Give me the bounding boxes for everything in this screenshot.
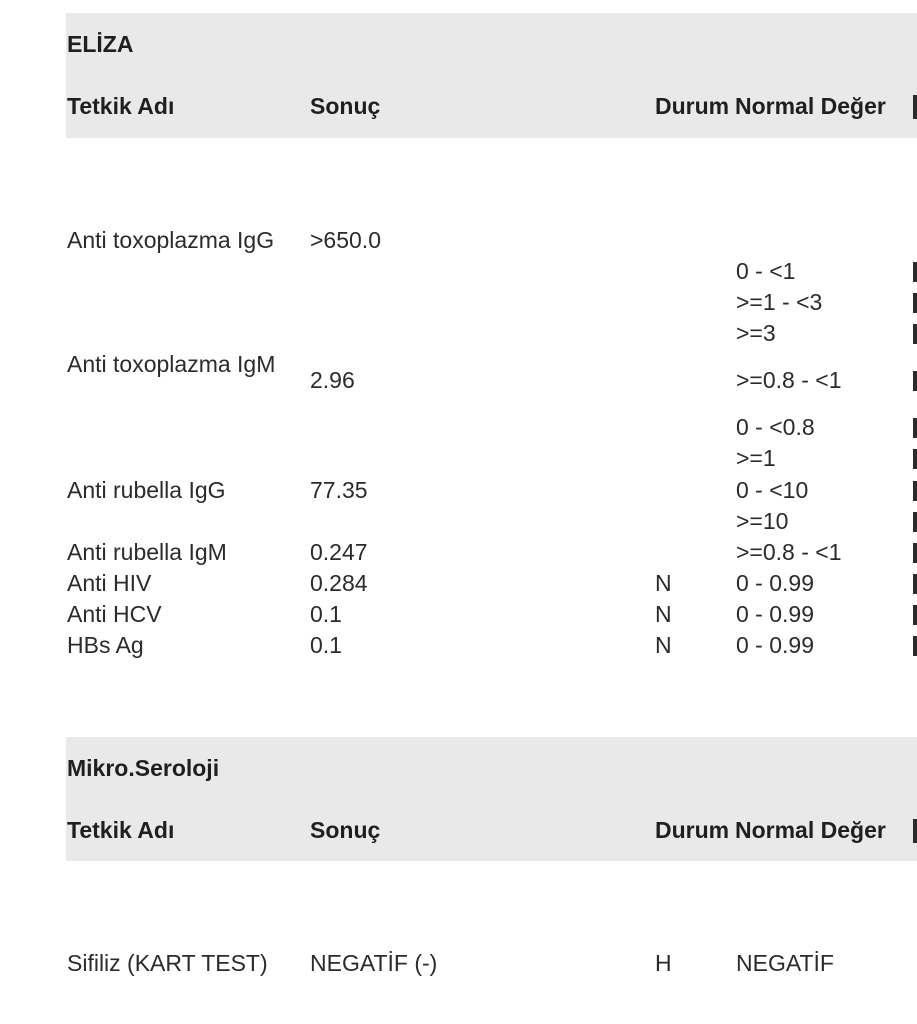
clipped-cell [913,371,917,391]
row-result-sifiliz: NEGATİF (-) [310,950,438,976]
row-range-toxo-igm-3: >=1 [736,445,776,471]
row-range-rubella-igg-2: >=10 [736,508,789,534]
clipped-cell [913,481,917,501]
column-header-normal: Normal Değer [735,93,886,119]
row-range-toxo-igg-1: 0 - <1 [736,258,796,284]
section-title-mikro: Mikro.Seroloji [67,755,220,781]
row-result-hcv: 0.1 [310,601,342,627]
row-status-hbs: N [655,632,672,658]
clipped-cell [913,636,917,656]
column-header-status: Durum [655,817,730,843]
row-name-rubella-igg: Anti rubella IgG [67,477,226,503]
row-name-rubella-igm: Anti rubella IgM [67,539,227,565]
section-title-eliza: ELİZA [67,31,134,57]
clipped-cell [913,262,917,282]
row-normal-hcv: 0 - 0.99 [736,601,814,627]
mikro-header-panel [66,737,917,861]
row-normal-sifiliz: NEGATİF [736,950,834,976]
clipped-cell [913,293,917,313]
row-range-toxo-igm-2: 0 - <0.8 [736,414,815,440]
row-name-hcv: Anti HCV [67,601,162,627]
row-result-hiv: 0.284 [310,570,368,596]
clipped-cell [913,418,917,438]
row-result-rubella-igm: 0.247 [310,539,368,565]
row-normal-hiv: 0 - 0.99 [736,570,814,596]
clipped-column-header [913,819,917,843]
row-result-hbs: 0.1 [310,632,342,658]
row-status-sifiliz: H [655,950,672,976]
row-range-toxo-igm-1: >=0.8 - <1 [736,367,842,393]
row-range-rubella-igm-1: >=0.8 - <1 [736,539,842,565]
row-result-rubella-igg: 77.35 [310,477,368,503]
column-header-name: Tetkik Adı [67,93,175,119]
clipped-cell [913,449,917,469]
row-name-hbs: HBs Ag [67,632,144,658]
column-header-name: Tetkik Adı [67,817,175,843]
row-status-hcv: N [655,601,672,627]
row-normal-hbs: 0 - 0.99 [736,632,814,658]
row-name-toxo-igm: Anti toxoplazma IgM [67,351,276,377]
clipped-cell [913,543,917,563]
row-range-rubella-igg-1: 0 - <10 [736,477,809,503]
clipped-cell [913,512,917,532]
column-header-normal: Normal Değer [735,817,886,843]
row-name-hiv: Anti HIV [67,570,152,596]
row-range-toxo-igg-3: >=3 [736,320,776,346]
row-status-hiv: N [655,570,672,596]
column-header-result: Sonuç [310,93,381,119]
clipped-cell [913,324,917,344]
column-header-status: Durum [655,93,730,119]
row-result-toxo-igg: >650.0 [310,227,381,253]
row-result-toxo-igm: 2.96 [310,367,355,393]
row-name-sifiliz: Sifiliz (KART TEST) [67,950,268,976]
clipped-column-header [913,95,917,119]
clipped-cell [913,605,917,625]
eliza-header-panel [66,13,917,138]
clipped-cell [913,574,917,594]
row-range-toxo-igg-2: >=1 - <3 [736,289,823,315]
row-name-toxo-igg: Anti toxoplazma IgG [67,227,275,253]
column-header-result: Sonuç [310,817,381,843]
